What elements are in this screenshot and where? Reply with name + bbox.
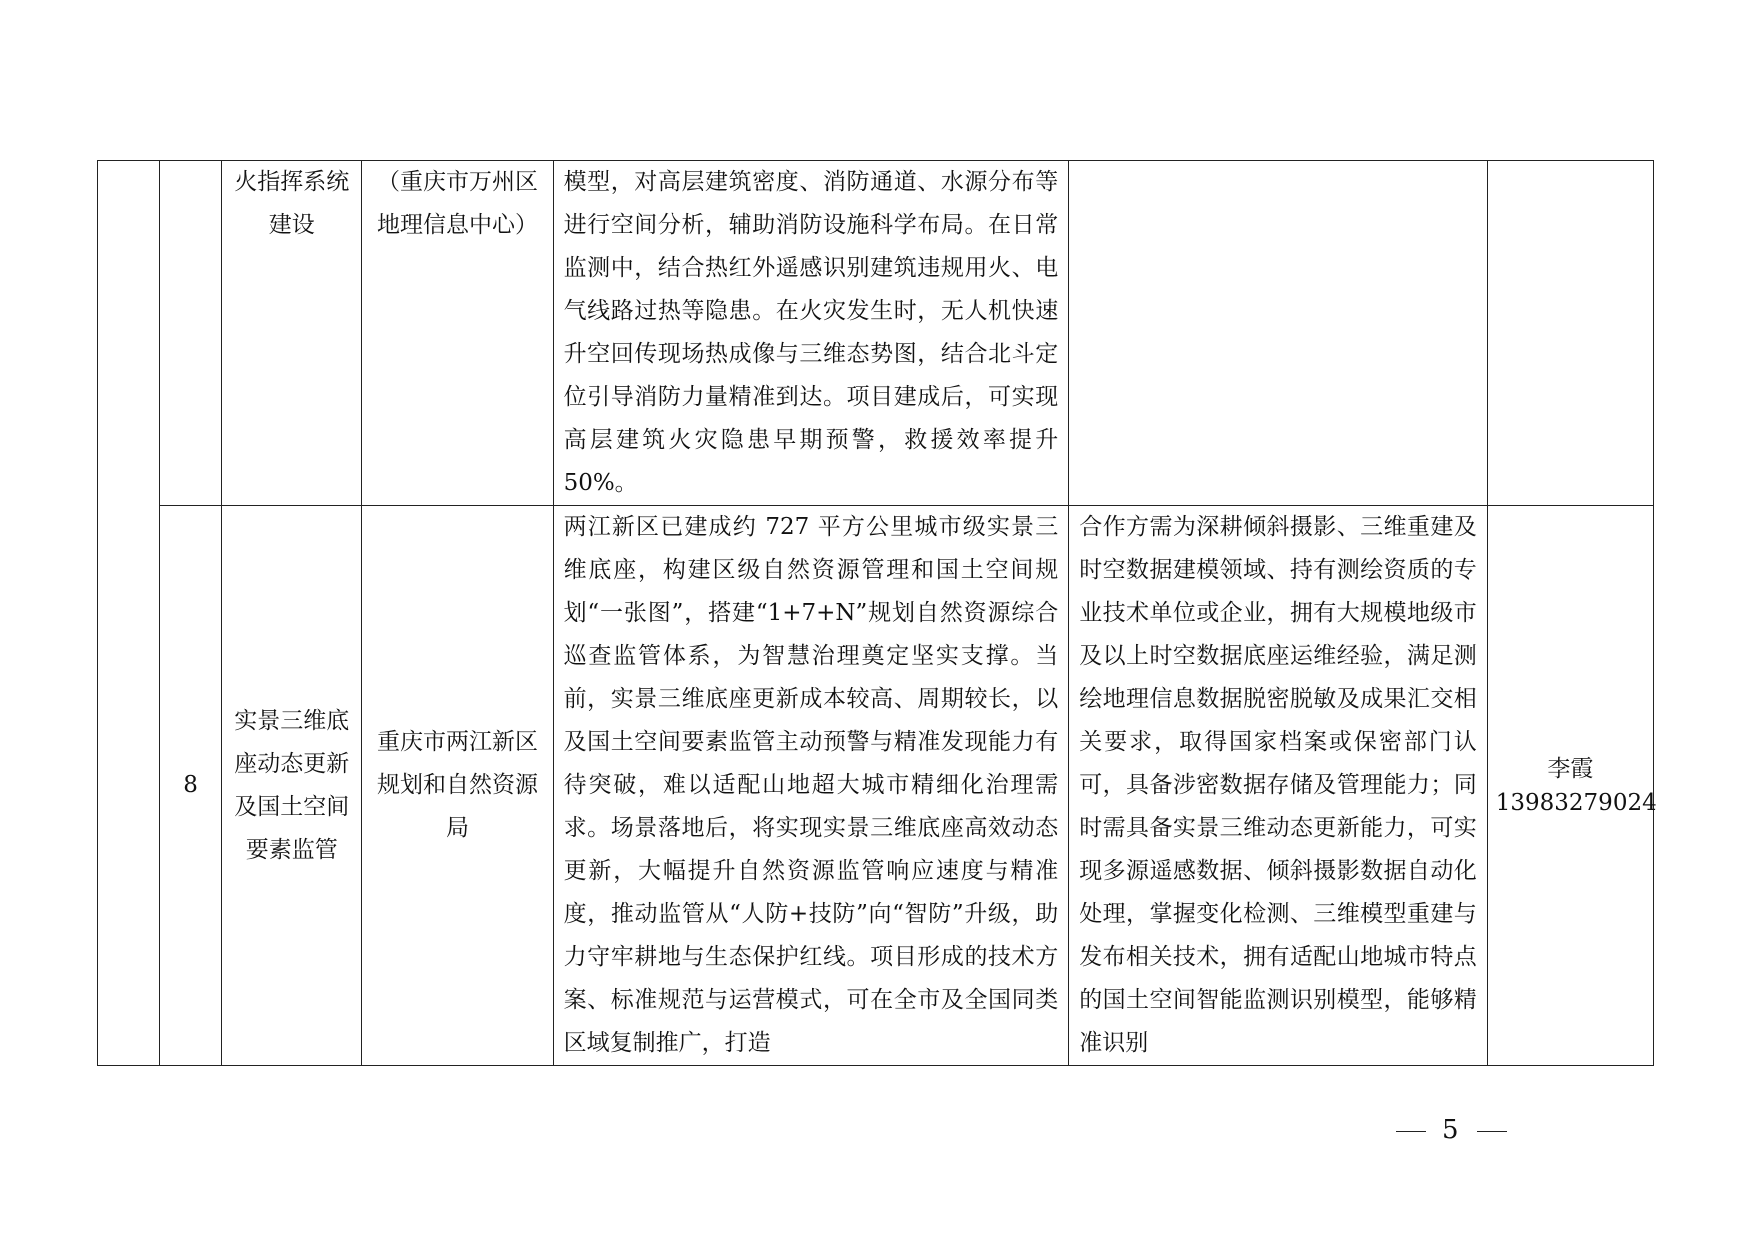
- unit-cell: （重庆市万州区地理信息中心）: [362, 161, 553, 506]
- requirements-cell: [1069, 161, 1488, 506]
- page-footer: [1380, 1115, 1520, 1145]
- index-cell: 8: [160, 506, 222, 1066]
- unit-cell: 重庆市两江新区规划和自然资源局: [362, 506, 553, 1066]
- contact-name: 李霞: [1547, 755, 1594, 782]
- table-row: [98, 506, 1654, 1066]
- contact-cell: [1487, 506, 1657, 1066]
- project-name-cell: 实景三维底座动态更新及国土空间要素监管: [222, 506, 362, 1066]
- page-number: 5: [1442, 1115, 1461, 1145]
- project-name-cell: 火指挥系统建设: [222, 161, 362, 506]
- description-cell: 两江新区已建成约 727 平方公里城市级实景三维底座，构建区级自然资源管理和国土空间规划“一张图”，搭建“1+7+N”规划自然资源综合巡查监管体系，为智慧治理奠定坚实支撑。当前，实景三维底座更新成本较高、周期较长，以及国土空间要素监管主动预警与精准发现能力有待突破，难以适配山地超大城市精细化治理需求。场景落地后，将实现实景三维底座高效动态更新，大幅提升自然资源监管响应速度与精准度，推动监管从“人防+技防”向“智防”升级，助力守牢耕地与生态保护红线。项目形成的技术方案、标准规范与运营模式，可在全市及全国同类区域复制推广，打造: [553, 506, 1069, 1066]
- project-table: [97, 160, 1657, 1066]
- dash-left: [1396, 1131, 1426, 1132]
- requirements-cell: 合作方需为深耕倾斜摄影、三维重建及时空数据建模领域、持有测绘资质的专业技术单位或企业，拥有大规模地级市及以上时空数据底座运维经验，满足测绘地理信息数据脱密脱敏及成果汇交相关要求，取得国家档案或保密部门认可，具备涉密数据存储及管理能力；同时需具备实景三维动态更新能力，可实现多源遥感数据、倾斜摄影数据自动化处理，掌握变化检测、三维模型重建与发布相关技术，拥有适配山地城市特点的国土空间智能监测识别模型，能够精准识别: [1069, 506, 1488, 1066]
- contact-phone: 13983279024: [1495, 789, 1657, 816]
- index-cell: [160, 161, 222, 506]
- description-cell: 模型，对高层建筑密度、消防通道、水源分布等进行空间分析，辅助消防设施科学布局。在日常监测中，结合热红外遥感识别建筑违规用火、电气线路过热等隐患。在火灾发生时，无人机快速升空回传现场热成像与三维态势图，结合北斗定位引导消防力量精准到达。项目建成后，可实现高层建筑火灾隐患早期预警，救援效率提升 50%。: [553, 161, 1069, 506]
- dash-right: [1477, 1131, 1507, 1132]
- outer-blank-cell: [98, 161, 160, 1066]
- contact-cell: [1487, 161, 1653, 506]
- table-row: [98, 161, 1654, 506]
